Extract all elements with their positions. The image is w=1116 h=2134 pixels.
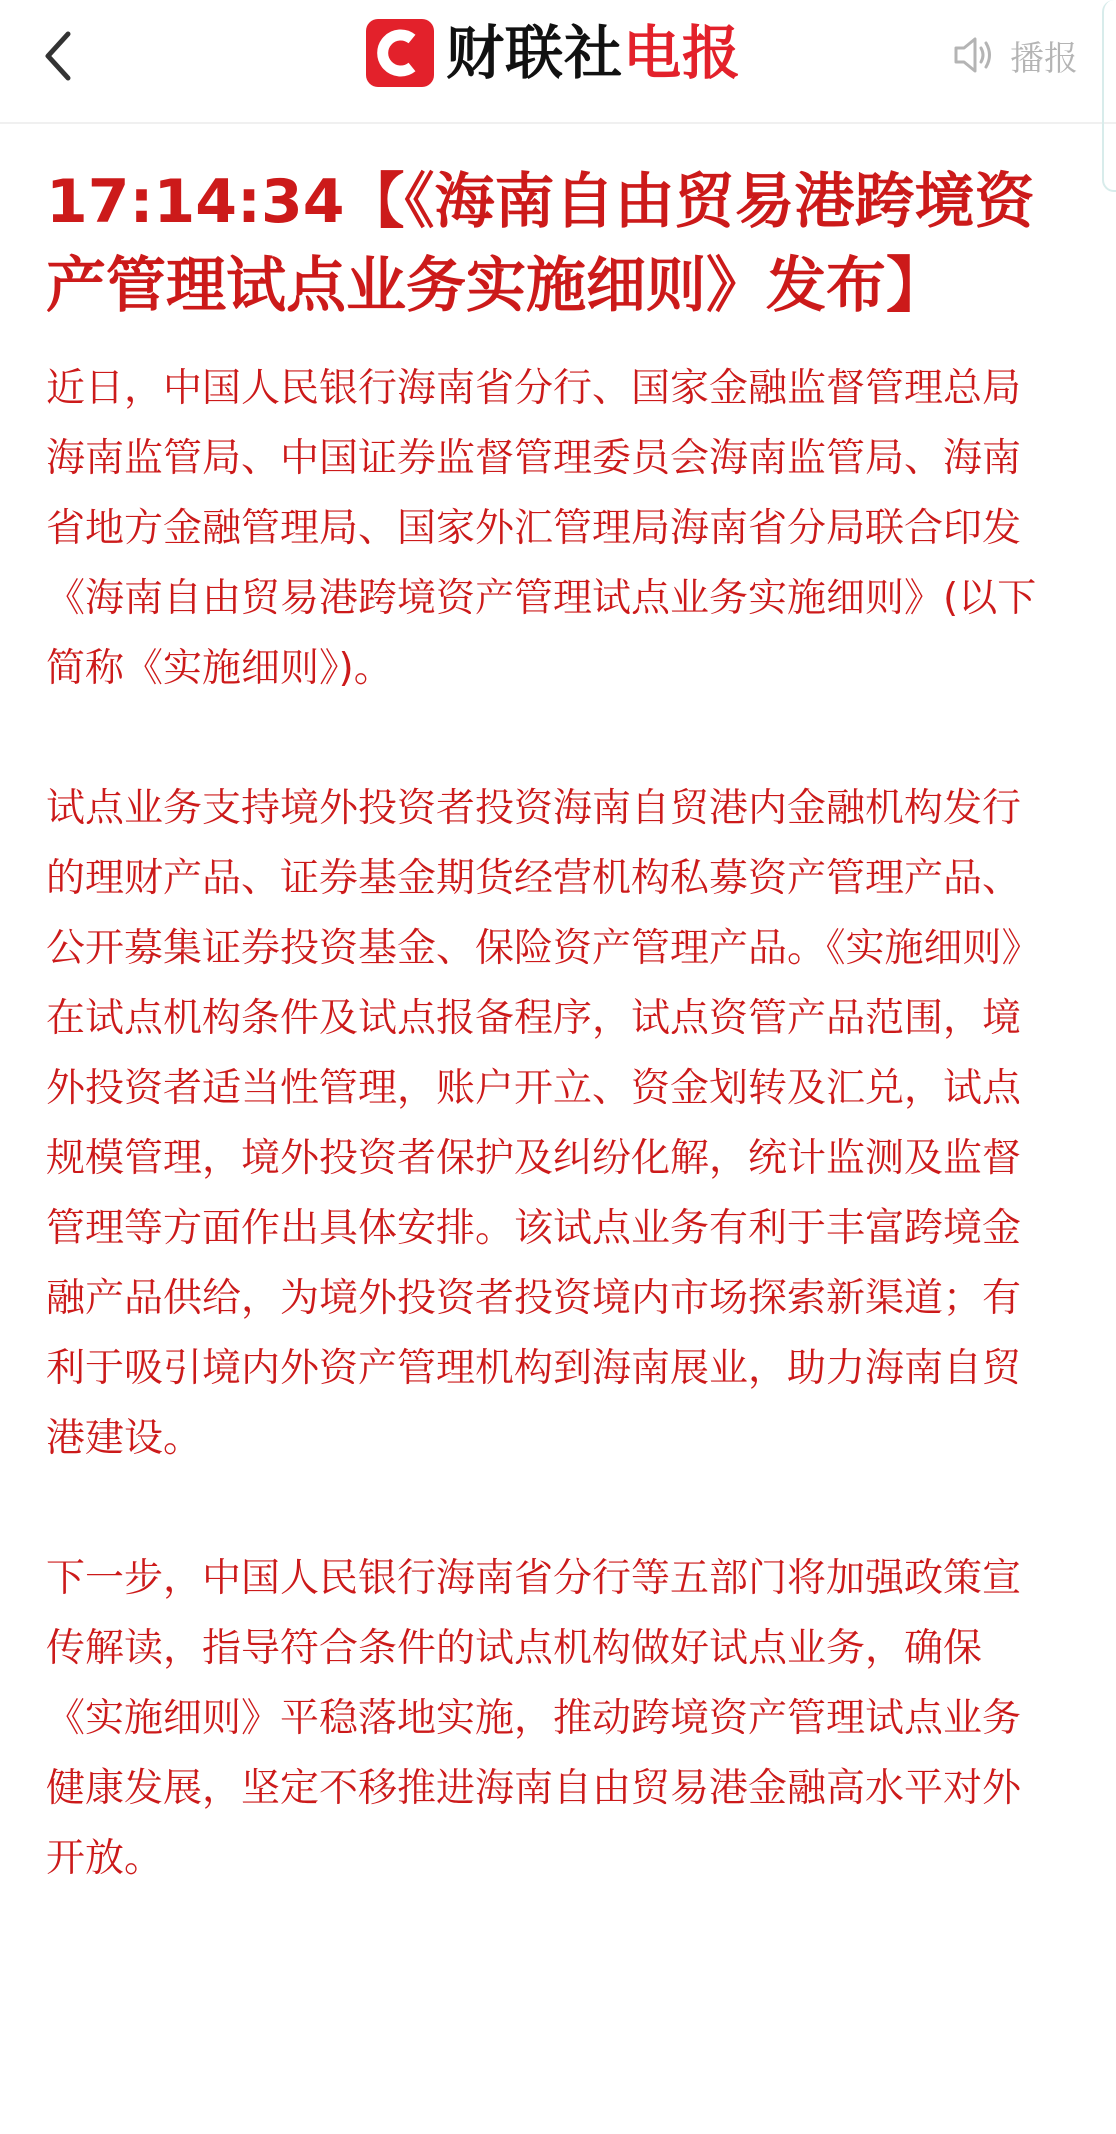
top-nav-bar (0, 0, 1116, 124)
article-headline (46, 160, 1046, 328)
chevron-left-icon (36, 24, 84, 88)
article-paragraph-1: 近日，中国人民银行海南省分行、国家金融监督管理总局海南监管局、中国证券监督管理委员会海南监管局、海南省地方金融管理局、国家外汇管理局海南省分局联合印发《海南自由贸易港跨境资产管理试点业务实施细则》(以下简称《实施细则》)。 (46, 366, 1037, 691)
logo-text (446, 18, 741, 88)
edge-decoration (1102, 0, 1116, 192)
broadcast-label: 播报 (1010, 38, 1078, 79)
logo-text-main: 财联社 (446, 19, 624, 87)
logo-text-accent: 电报 (623, 19, 742, 87)
speaker-icon (950, 32, 996, 78)
article-title: 【《海南自由贸易港跨境资产管理试点业务实施细则》发布】 (46, 167, 1035, 321)
article-time: 17:14:34 (46, 167, 345, 237)
back-button[interactable] (36, 24, 84, 88)
broadcast-button[interactable] (950, 30, 1078, 80)
article-content (46, 160, 1046, 1894)
cls-telegraph-logo (366, 18, 741, 88)
article-paragraph-2: 试点业务支持境外投资者投资海南自贸港内金融机构发行的理财产品、证券基金期货经营机构私募资产管理产品、公开募集证券投资基金、保险资产管理产品。《实施细则》在试点机构条件及试点报备程序，试点资管产品范围，境外投资者适当性管理，账户开立、资金划转及汇兑，试点规模管理，境外投资者保护及纠纷化解，统计监测及监督管理等方面作出具体安排。该试点业务有利于丰富跨境金融产品供给，为境外投资者投资境内市场探索新渠道；有利于吸引境内外资产管理机构到海南展业，助力海南自贸港建设。 (46, 786, 1041, 1461)
article-paragraph-3: 下一步，中国人民银行海南省分行等五部门将加强政策宣传解读，指导符合条件的试点机构做好试点业务，确保《实施细则》平稳落地实施，推动跨境资产管理试点业务健康发展，坚定不移推进海南自由贸易港金融高水平对外开放。 (46, 1556, 1022, 1881)
cls-logo-mark (366, 19, 434, 87)
